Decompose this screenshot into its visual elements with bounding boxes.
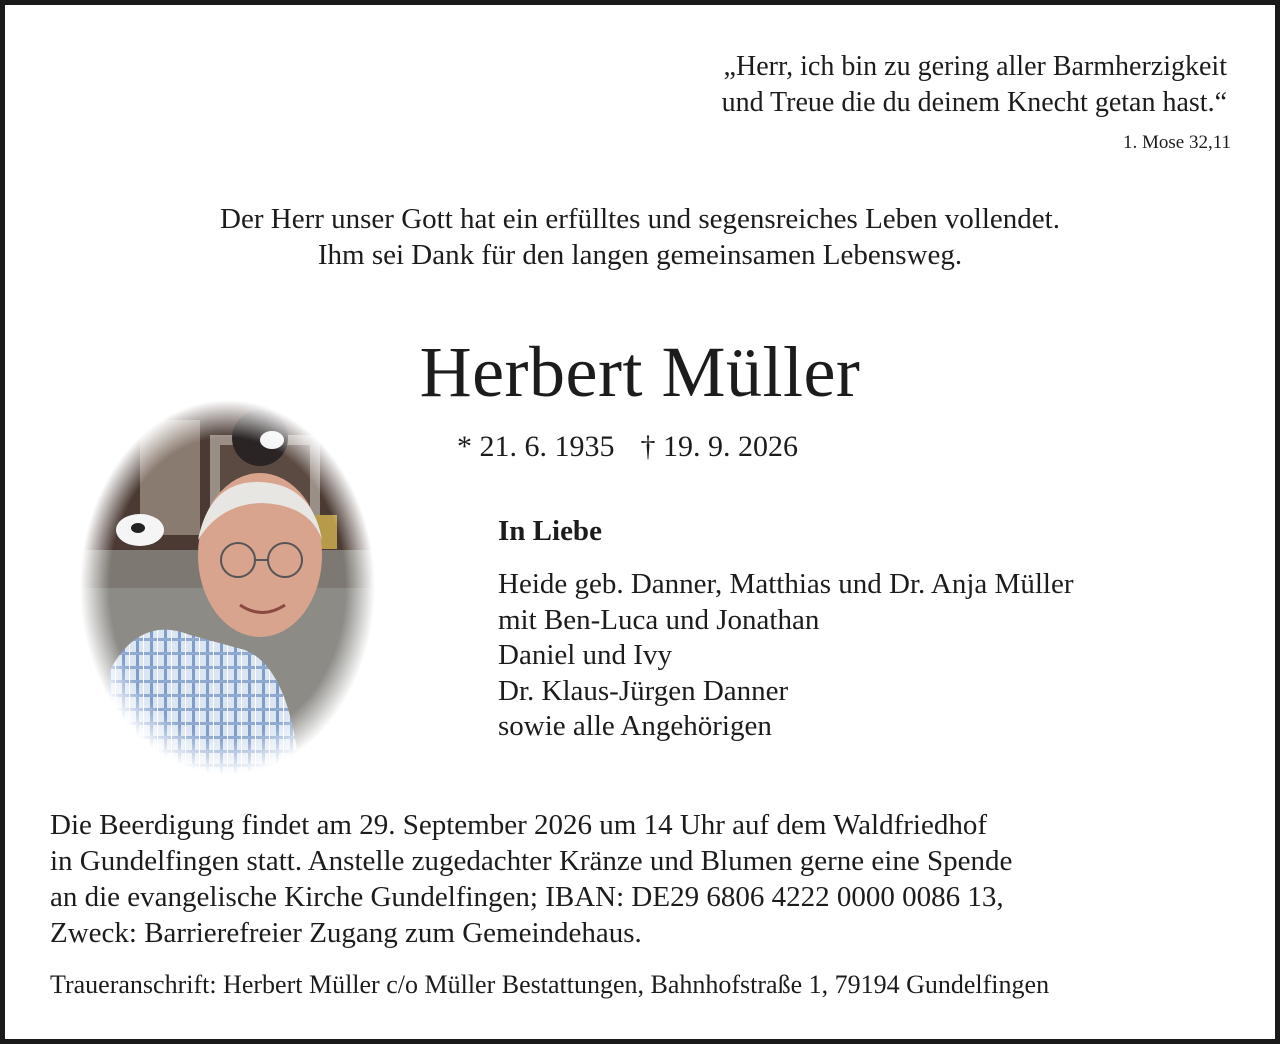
funeral-line: an die evangelische Kirche Gundelfingen; IBAN: DE29 6806 4222 0000 0086 13, bbox=[50, 881, 1004, 913]
funeral-details bbox=[50, 807, 1012, 951]
quote-line: und Treue die du deinem Knecht getan hast.“ bbox=[721, 87, 1227, 118]
verse-reference: 1. Mose 32,11 bbox=[1122, 132, 1231, 153]
life-dates bbox=[457, 429, 798, 465]
opening-line: Der Herr unser Gott hat ein erfülltes und segensreiches Leben vollendet. bbox=[220, 203, 1060, 235]
bible-quote bbox=[527, 49, 1227, 121]
opening-text bbox=[5, 201, 1275, 273]
mourner-line: Heide geb. Danner, Matthias und Dr. Anja Müller bbox=[498, 568, 1074, 600]
mourner-line: Dr. Klaus-Jürgen Danner bbox=[498, 674, 789, 707]
mourning-address: Traueranschrift: Herbert Müller c/o Müller Bestattungen, Bahnhofstraße 1, 79194 Gundelfingen bbox=[50, 970, 1050, 999]
funeral-line: Zweck: Barrierefreier Zugang zum Gemeindehaus. bbox=[50, 917, 642, 949]
birth-date: * 21. 6. 1935 bbox=[457, 430, 615, 463]
quote-line: „Herr, ich bin zu gering aller Barmherzigkeit bbox=[723, 51, 1227, 82]
death-date: † 19. 9. 2026 bbox=[640, 430, 798, 463]
deceased-name: Herbert Müller bbox=[419, 332, 861, 412]
funeral-line: in Gundelfingen statt. Anstelle zugedachter Kränze und Blumen gerne eine Spende bbox=[50, 845, 1013, 877]
mourner-line: Daniel und Ivy bbox=[498, 639, 672, 671]
portrait-photo bbox=[80, 400, 375, 775]
mourner-line: mit Ben-Luca und Jonathan bbox=[498, 603, 820, 636]
mourner-line: sowie alle Angehörigen bbox=[498, 710, 772, 742]
mourners-heading: In Liebe bbox=[498, 515, 602, 547]
mourners-list bbox=[498, 567, 1073, 745]
funeral-line: Die Beerdigung findet am 29. September 2026 um 14 Uhr auf dem Waldfriedhof bbox=[50, 809, 987, 841]
opening-line: Ihm sei Dank für den langen gemeinsamen Lebensweg. bbox=[317, 239, 963, 271]
